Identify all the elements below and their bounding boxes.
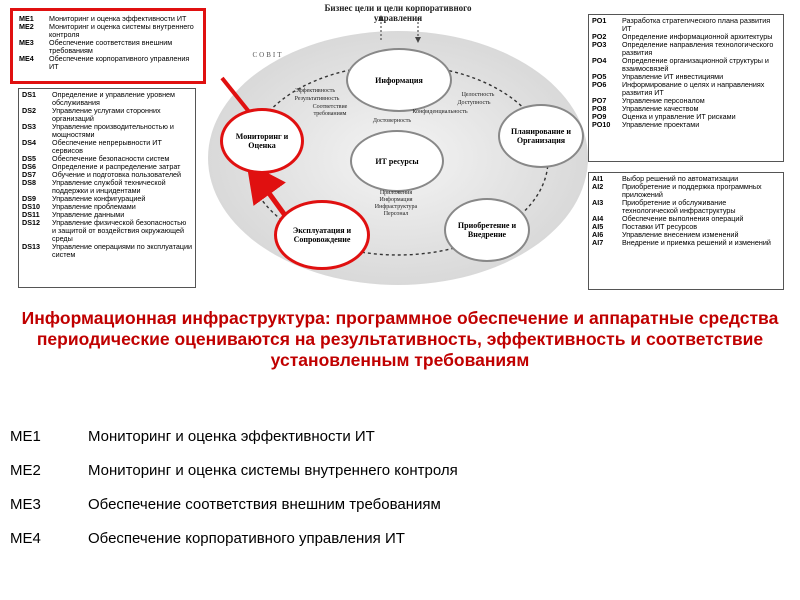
item-code: DS12	[22, 218, 40, 227]
item-text: Управление данными	[52, 210, 125, 219]
item-code: PO1	[592, 16, 607, 25]
item-code: PO6	[592, 80, 607, 89]
item-code: ME3	[19, 38, 34, 47]
resource-1: Приложения	[379, 190, 413, 196]
item-text: Управление службой технической поддержки и инцидентами	[52, 178, 166, 195]
item-text: Управление производительностью и мощностями	[52, 122, 174, 139]
po-box	[588, 14, 784, 162]
item-text: Приобретение и поддержка программных приложений	[622, 182, 762, 199]
item-code: AI7	[592, 238, 604, 247]
list-item	[592, 81, 780, 97]
item-code: PO3	[592, 40, 607, 49]
item-code: PO7	[592, 96, 607, 105]
item-code: DS11	[22, 210, 40, 219]
caption-text: Информационная инфраструктура: программное обеспечение и аппаратные средства периодические оцениваются на результативность, эффективность и соответствие установленным требованиям	[21, 308, 779, 370]
node-planning: Планирование и Организация	[498, 104, 584, 168]
me-list	[10, 428, 458, 564]
item-text: Оценка и управление ИТ рисками	[622, 112, 736, 121]
item-code: ME3	[10, 496, 41, 513]
me-list-item	[10, 462, 458, 496]
list-item	[22, 91, 192, 107]
item-code: ME4	[19, 54, 34, 63]
item-text: Приобретение и обслуживание технологической инфраструктуры	[622, 198, 736, 215]
list-item	[592, 41, 780, 57]
item-code: DS8	[22, 178, 36, 187]
list-item	[592, 121, 780, 129]
top-title: Бизнес цели и цели корпоративного управления	[324, 3, 472, 23]
item-code: PO9	[592, 112, 607, 121]
item-text: Управление конфигурацией	[52, 194, 146, 203]
item-text: Обеспечение соответствия внешним требованиям	[88, 496, 441, 513]
list-item	[22, 243, 192, 259]
item-text: Мониторинг и оценка эффективности ИТ	[49, 14, 187, 23]
item-text: Определение информационной архитектуры	[622, 32, 773, 41]
criteria-right-3: Конфиденциальность	[412, 109, 468, 115]
criteria-right-1: Целостность	[461, 92, 495, 98]
item-code: ME4	[10, 530, 41, 547]
item-text: Обеспечение соответствия внешним требованиям	[49, 38, 173, 55]
list-item	[592, 57, 780, 73]
list-item	[592, 183, 780, 199]
list-item	[592, 199, 780, 215]
item-code: DS1	[22, 90, 36, 99]
item-code: PO10	[592, 120, 611, 129]
item-text: Обеспечение корпоративного управления ИТ	[49, 54, 190, 71]
me-list-item	[10, 530, 458, 564]
item-code: ME2	[10, 462, 41, 479]
resource-4: Персонал	[383, 211, 409, 217]
item-code: PO2	[592, 32, 607, 41]
item-text: Управление персоналом	[622, 96, 705, 105]
me-list-item	[10, 428, 458, 462]
ai-box	[588, 172, 784, 290]
node-information: Информация	[346, 48, 452, 112]
item-text: Мониторинг и оценка системы внутреннего контроля	[49, 22, 194, 39]
item-text: Определение организационной структуры и взаимосвязей	[622, 56, 769, 73]
item-code: DS6	[22, 162, 36, 171]
item-text: Обеспечение безопасности систем	[52, 154, 170, 163]
item-text: Определение направления технологического развития	[622, 40, 774, 57]
item-text: Управление проблемами	[52, 202, 136, 211]
criteria-right-2: Доступность	[457, 100, 491, 106]
item-code: AI3	[592, 198, 604, 207]
node-acquisition: Приобретение и Внедрение	[444, 198, 530, 262]
criteria-left-2: Результативность	[294, 96, 340, 102]
list-item	[22, 179, 192, 195]
me-list-item	[10, 496, 458, 530]
criteria-left-1: Эффективность	[294, 88, 336, 94]
list-item	[592, 17, 780, 33]
list-item	[22, 219, 192, 243]
node-delivery: Эксплуатация и Сопровождение	[274, 200, 370, 270]
item-code: ME1	[19, 14, 34, 23]
item-code: AI6	[592, 230, 604, 239]
item-code: DS13	[22, 242, 40, 251]
item-code: AI2	[592, 182, 604, 191]
item-code: PO5	[592, 72, 607, 81]
item-text: Информирование о целях и направлениях развития ИТ	[622, 80, 765, 97]
item-code: DS3	[22, 122, 36, 131]
list-item	[19, 23, 197, 39]
item-text: Определение и распределение затрат	[52, 162, 181, 171]
item-code: ME1	[10, 428, 41, 445]
item-code: DS2	[22, 106, 36, 115]
item-text: Управление проектами	[622, 120, 700, 129]
list-item	[19, 39, 197, 55]
item-code: DS5	[22, 154, 36, 163]
item-text: Управление внесением изменений	[622, 230, 739, 239]
item-code: PO8	[592, 104, 607, 113]
item-text: Управление операциями по эксплуатации систем	[52, 242, 192, 259]
item-text: Мониторинг и оценка системы внутреннего контроля	[88, 462, 458, 479]
item-code: AI5	[592, 222, 604, 231]
item-code: PO4	[592, 56, 607, 65]
node-it-resources: ИТ ресурсы	[350, 130, 444, 192]
item-text: Обучение и подготовка пользователей	[52, 170, 182, 179]
item-text: Мониторинг и оценка эффективности ИТ	[88, 428, 375, 445]
item-code: DS9	[22, 194, 36, 203]
item-text: Управление качеством	[622, 104, 699, 113]
list-item	[22, 123, 192, 139]
ds-box	[18, 88, 196, 288]
item-code: AI1	[592, 174, 604, 183]
item-text: Обеспечение выполнения операций	[622, 214, 744, 223]
list-item	[22, 107, 192, 123]
list-item	[19, 55, 197, 71]
item-text: Выбор решений по автоматизации	[622, 174, 739, 183]
item-text: Внедрение и приемка решений и изменений	[622, 238, 771, 247]
item-text: Управление ИТ инвестициями	[622, 72, 724, 81]
item-code: DS7	[22, 170, 36, 179]
item-text: Определение и управление уровнем обслуживания	[52, 90, 175, 107]
resource-3: Инфраструктура	[374, 204, 418, 210]
item-text: Поставки ИТ ресурсов	[622, 222, 698, 231]
cobit-label: COBIT	[252, 51, 284, 59]
me-box	[10, 8, 206, 84]
item-text: Разработка стратегического плана развития ИТ	[622, 16, 771, 33]
item-text: Обеспечение непрерывности ИТ сервисов	[52, 138, 162, 155]
item-code: ME2	[19, 22, 34, 31]
criteria-left-3: Соответствие требованиям	[312, 104, 348, 117]
item-code: AI4	[592, 214, 604, 223]
item-code: DS4	[22, 138, 36, 147]
list-item	[592, 239, 780, 247]
criteria-right-4: Достоверность	[372, 118, 412, 124]
list-item	[22, 139, 192, 155]
item-text: Обеспечение корпоративного управления ИТ	[88, 530, 405, 547]
item-text: Управление услугами сторонних организаций	[52, 106, 161, 123]
resource-2: Информация	[379, 197, 413, 203]
item-code: DS10	[22, 202, 40, 211]
item-text: Управление физической безопасностью и защитой от воздействия окружающей среды	[52, 218, 187, 243]
node-monitoring: Мониторинг и Оценка	[220, 108, 304, 174]
